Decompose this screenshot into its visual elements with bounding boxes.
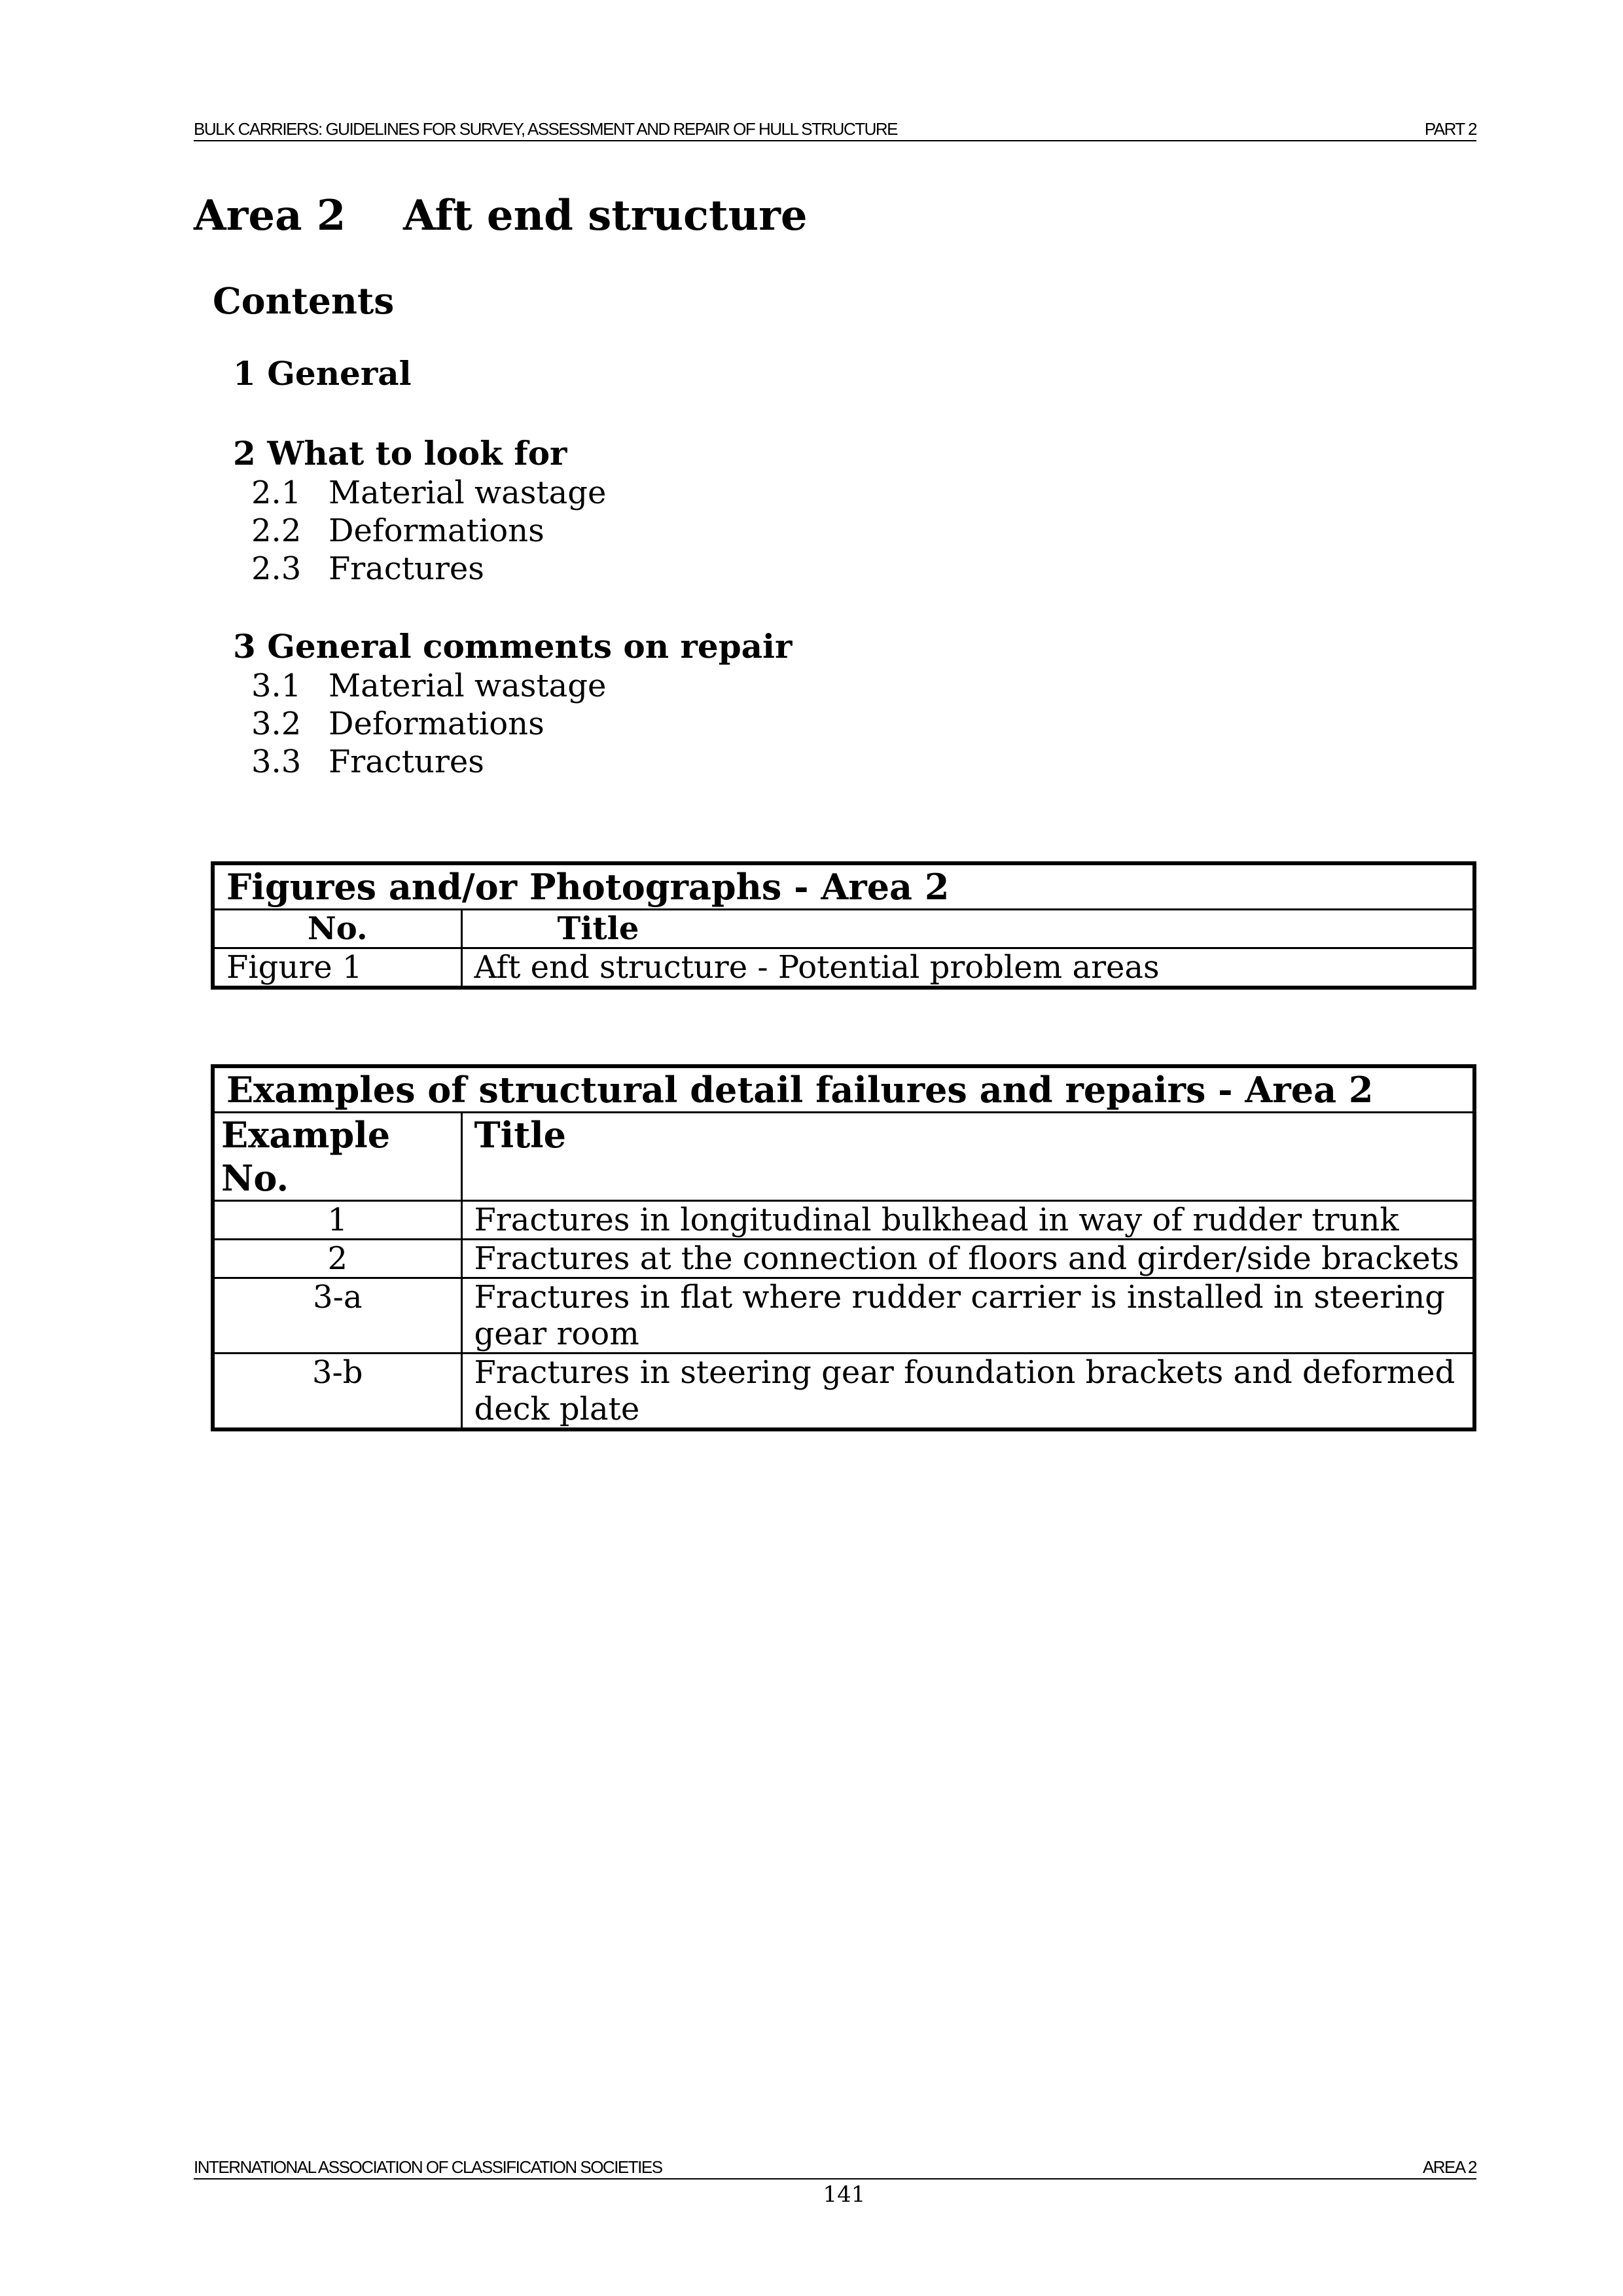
column-header-no: No. bbox=[213, 910, 461, 948]
footer-organization: INTERNATIONAL ASSOCIATION OF CLASSIFICATION SOCIETIES bbox=[194, 2157, 662, 2177]
examples-table-title: Examples of structural detail failures and repairs - Area 2 bbox=[213, 1066, 1474, 1113]
header-title: BULK CARRIERS: GUIDELINES FOR SURVEY, ASSESSMENT AND REPAIR OF HULL STRUCTURE bbox=[194, 119, 898, 139]
toc-item bbox=[233, 474, 606, 512]
toc-item-text: Deformations bbox=[329, 512, 544, 549]
toc-item-number: 2.2 bbox=[251, 512, 302, 549]
footer-area: AREA 2 bbox=[1422, 2157, 1476, 2177]
contents-heading: Contents bbox=[213, 279, 395, 322]
example-number: 1 bbox=[213, 1201, 461, 1240]
toc-section-3 bbox=[233, 626, 792, 781]
toc-item-text: Material wastage bbox=[329, 475, 607, 511]
page-title bbox=[194, 190, 808, 242]
toc-item bbox=[233, 512, 606, 550]
example-title: Fractures in flat where rudder carrier is installed in steering gear room bbox=[461, 1278, 1474, 1354]
area-name: Aft end structure bbox=[403, 191, 808, 240]
table-row bbox=[213, 1354, 1474, 1430]
example-title: Fractures at the connection of floors and girder/side brackets bbox=[461, 1240, 1474, 1278]
toc-item bbox=[233, 705, 792, 743]
table-row bbox=[213, 1201, 1474, 1240]
toc-item-text: Fractures bbox=[329, 744, 484, 780]
example-number: 2 bbox=[213, 1240, 461, 1278]
examples-table bbox=[211, 1064, 1476, 1431]
toc-item-number: 3.2 bbox=[251, 706, 302, 742]
toc-section-label: 1 General bbox=[233, 354, 412, 393]
column-header-title: Title bbox=[461, 910, 1474, 948]
toc-section-1 bbox=[233, 353, 412, 394]
area-label: Area 2 bbox=[194, 191, 346, 240]
column-header-example-no: Example No. bbox=[213, 1113, 461, 1201]
table-row bbox=[213, 1240, 1474, 1278]
toc-item-number: 2.1 bbox=[251, 475, 302, 511]
toc-item-text: Material wastage bbox=[329, 668, 607, 704]
example-number: 3-b bbox=[213, 1354, 461, 1430]
toc-item-number: 3.1 bbox=[251, 668, 302, 704]
toc-item-number: 2.3 bbox=[251, 550, 302, 587]
figure-number: Figure 1 bbox=[213, 948, 461, 988]
toc-item-text: Deformations bbox=[329, 706, 544, 742]
toc-item bbox=[233, 667, 792, 705]
table-row bbox=[213, 948, 1474, 988]
running-header bbox=[194, 119, 1476, 141]
figure-title: Aft end structure - Potential problem areas bbox=[461, 948, 1474, 988]
example-number: 3-a bbox=[213, 1278, 461, 1354]
header-part: PART 2 bbox=[1424, 119, 1476, 139]
toc-item bbox=[233, 743, 792, 781]
column-header-title: Title bbox=[461, 1113, 1474, 1201]
toc-section-label: 3 General comments on repair bbox=[233, 627, 793, 666]
figures-table bbox=[211, 861, 1476, 990]
toc-item-text: Fractures bbox=[329, 550, 484, 587]
toc-section-2 bbox=[233, 433, 606, 588]
table-row bbox=[213, 1278, 1474, 1354]
example-title: Fractures in steering gear foundation brackets and deformed deck plate bbox=[461, 1354, 1474, 1430]
toc-item bbox=[233, 550, 606, 588]
figures-table-title: Figures and/or Photographs - Area 2 bbox=[213, 863, 1474, 910]
example-title: Fractures in longitudinal bulkhead in way of rudder trunk bbox=[461, 1201, 1474, 1240]
running-footer bbox=[194, 2157, 1476, 2179]
toc-item-number: 3.3 bbox=[251, 744, 302, 780]
toc-section-label: 2 What to look for bbox=[233, 434, 567, 473]
page-number: 141 bbox=[823, 2181, 866, 2208]
